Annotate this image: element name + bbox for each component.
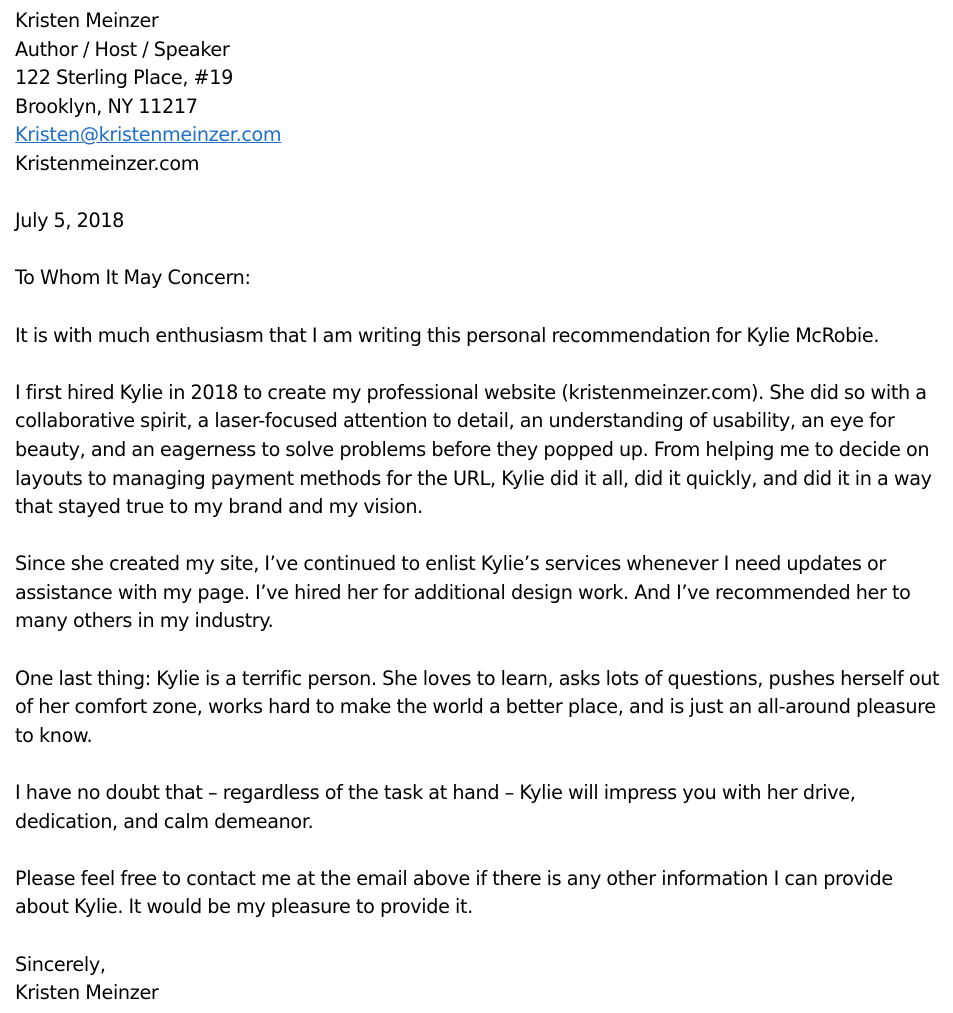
sender-title: Author / Host / Speaker bbox=[15, 37, 230, 61]
body-paragraph-4: One last thing: Kylie is a terrific person. She loves to learn, asks lots of questions, pushes herself out of her comfort zone, works hard to make the world a better place, and is just an all-around pleasure to know. bbox=[15, 666, 940, 747]
sender-header bbox=[15, 7, 945, 179]
spacer bbox=[15, 236, 945, 265]
sender-address-line1: 122 Sterling Place, #19 bbox=[15, 66, 233, 90]
recommendation-letter bbox=[15, 7, 945, 1008]
valediction: Sincerely, bbox=[15, 952, 106, 976]
sender-website: Kristenmeinzer.com bbox=[15, 151, 200, 175]
spacer bbox=[15, 350, 945, 379]
spacer bbox=[15, 836, 945, 865]
body-paragraph-1: It is with much enthusiasm that I am writing this personal recommendation for Kylie McRobie. bbox=[15, 323, 880, 347]
sender-name: Kristen Meinzer bbox=[15, 9, 159, 32]
spacer bbox=[15, 179, 945, 208]
sender-email-link[interactable]: Kristen@kristenmeinzer.com bbox=[15, 123, 282, 147]
salutation: To Whom It May Concern: bbox=[15, 266, 251, 290]
spacer bbox=[15, 750, 945, 779]
body-paragraph-3: Since she created my site, I’ve continued to enlist Kylie’s services whenever I need updates or assistance with my page. I’ve hired her for additional design work. And I’ve recommended her to many others in my industry. bbox=[15, 552, 911, 633]
sender-address-line2: Brooklyn, NY 11217 bbox=[15, 94, 198, 118]
spacer bbox=[15, 522, 945, 551]
body-paragraph-2: I first hired Kylie in 2018 to create my professional website (kristenmeinzer.com). She did so with a collaborative spirit, a laser-focused attention to detail, an understanding of usability, an eye for beauty, and an eagerness to solve problems before they popped up. From helping me to decide on layouts to managing payment methods for the URL, Kylie did it all, did it quickly, and did it in a way that stayed true to my brand and my vision. bbox=[15, 380, 932, 519]
letter-date: July 5, 2018 bbox=[15, 209, 125, 233]
body-paragraph-5: I have no doubt that – regardless of the task at hand – Kylie will impress you with her drive, dedication, and calm demeanor. bbox=[15, 781, 856, 833]
signature-name: Kristen Meinzer bbox=[15, 981, 159, 1005]
body-paragraph-6: Please feel free to contact me at the email above if there is any other information I can provide about Kylie. It would be my pleasure to provide it. bbox=[15, 866, 893, 919]
spacer bbox=[15, 636, 945, 665]
spacer bbox=[15, 293, 945, 322]
spacer bbox=[15, 922, 945, 951]
closing-block bbox=[15, 951, 945, 1008]
